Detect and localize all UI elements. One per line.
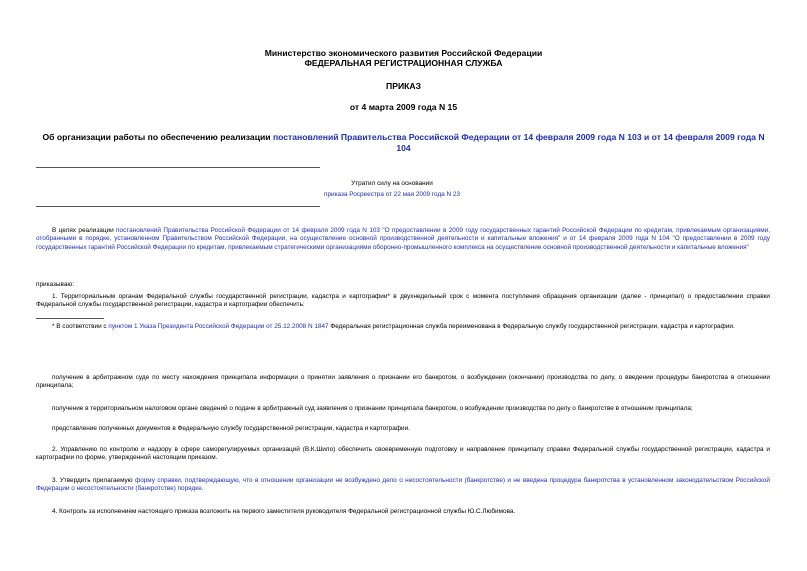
paragraph-2: 2. Управлению по контролю и надзору в сфере саморегулируемых организаций (В.К.Шило) обеспечить своевременную подготовку и направление принципалу справки Федеральной службы государственной регистрации, кадастра и картографии по форме, утвержденной настоящим приказом. <box>36 446 770 462</box>
paragraph-1: 1. Территориальным органам Федеральной службы государственной регистрации, кадастра и картографии* в двухнедельный срок с момента поступления обращения организации (далее - принципал) о предоставлении справки Федеральной службы государственной регистрации, кадастра и картографии обеспечить: <box>36 293 770 309</box>
footnote-text-pre: * В соответствии с <box>52 323 109 330</box>
footnote-text-post: Федеральная регистрационная служба переименована в Федеральную службу государственной регистрации, кадастра и картографии. <box>328 323 735 330</box>
status-note-link[interactable]: приказа Росреестра от 22 мая 2009 года N 23 <box>324 191 460 198</box>
service-name: ФЕДЕРАЛЬНАЯ РЕГИСТРАЦИОННАЯ СЛУЖБА <box>304 58 503 68</box>
intro-text: В целях реализации <box>52 227 117 234</box>
document-type: ПРИКАЗ <box>386 81 421 91</box>
footnote-decree-link[interactable]: пунктом 1 Указа Президента Российской Федерации от 25.12.2008 N 1847 <box>108 323 329 330</box>
divider-bottom <box>36 206 320 207</box>
ministry-name: Министерство экономического развития Российской Федерации <box>264 48 543 58</box>
certificate-form-link[interactable]: форму справки, подтверждающую, что в отношении организации не возбуждено дело о несостоятельности (банкротстве) и не введена процедура банкротства в установленном законодательством Российской Федерации о несостоятельности (банкротстве) порядке. <box>36 477 771 493</box>
status-note <box>322 180 462 199</box>
paragraph-3 <box>36 477 770 494</box>
title-prefix: Об организации работы по обеспечению реализации <box>42 132 273 142</box>
paragraph-3-text: 3. Утвердить прилагаемую <box>52 477 135 484</box>
paragraph-1a: получение в арбитражном суде по месту нахождения принципала информации о принятии заявления о признании его банкротом, о возбуждении (окончании) производства по делу, о введении процедуры банкротства в отношении принципала; <box>36 374 770 390</box>
document-date: от 4 марта 2009 года N 15 <box>349 102 458 112</box>
title-resolutions-link[interactable]: постановлений Правительства Российской Федерации от 14 февраля 2009 года N 103 и от 14 февраля 2009 года N 104 <box>272 132 765 153</box>
intro-resolutions-link[interactable]: постановлений Правительства Российской Федерации от 14 февраля 2009 года N 103 "О предоставлении в 2009 году государственных гарантий Российской Федерации по кредитам, привлекаемым организациями, отобранными в порядке, установленном Правительством Российской Федерации, на осуществление основной производственной деятельности и капитальные вложения" и от 14 февраля 2009 года N 104 "О предоставлении в 2009 году государственных гарантий Российской Федерации по кредитам, привлекаемым стратегическими организациями оборонно-промышленного комплекса на осуществление основной производственной деятельности и капитальные вложения" <box>36 227 770 251</box>
divider-top <box>36 167 320 168</box>
order-word: приказываю: <box>36 281 74 288</box>
paragraph-1b: получение в территориальном налоговом органе сведений о подаче в арбитражный суд заявления о признании принципала банкротом, о возбуждении производства по делу о банкротстве в отношении принципала; <box>52 405 693 412</box>
paragraph-4: 4. Контроль за исполнением настоящего приказа возложить на первого заместителя руководителя Федеральной регистрационной службы Ю.С.Любимова. <box>52 508 516 515</box>
footnote-divider <box>36 318 104 319</box>
footnote <box>36 323 770 331</box>
paragraph-1c: представление полученных документов в Федеральную службу государственной регистрации, кадастра и картографии. <box>52 425 410 432</box>
document-title <box>40 132 767 154</box>
intro-paragraph <box>36 227 770 252</box>
status-note-text: Утратил силу на основании <box>351 180 433 187</box>
